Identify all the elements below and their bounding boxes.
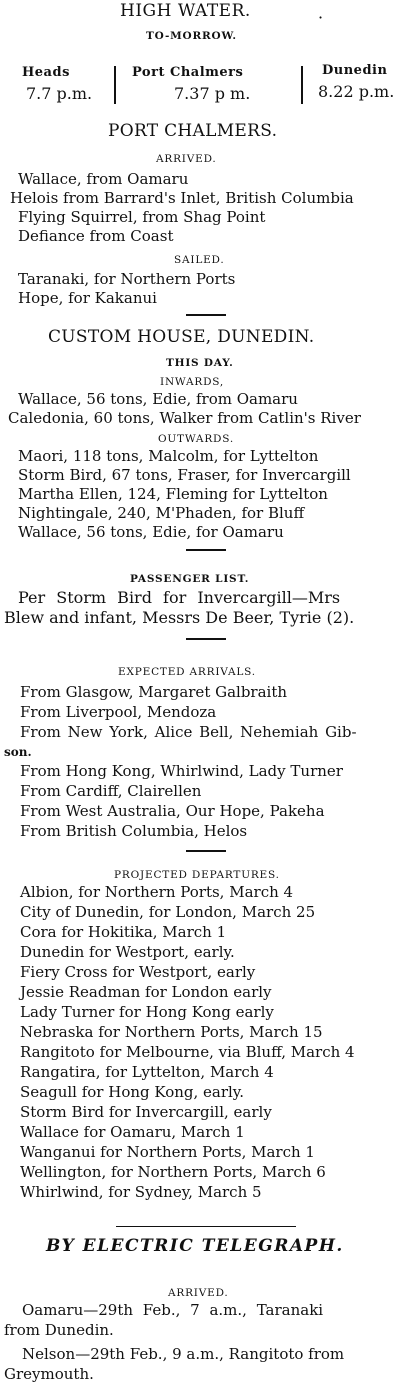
sailed-heading: SAILED. (174, 254, 225, 266)
section-rule (186, 850, 226, 852)
list-item: Dunedin for Westport, early. (20, 943, 235, 961)
list-item: From British Columbia, Helos (20, 822, 248, 840)
list-item: City of Dunedin, for London, March 25 (20, 903, 316, 921)
passenger-line: Per Storm Bird for Invercargill—Mrs (18, 588, 341, 607)
list-item: From Liverpool, Mendoza (20, 703, 217, 721)
outwards-heading: OUTWARDS. (158, 433, 234, 445)
list-item: From New York, Alice Bell, Nehemiah Gib- (20, 723, 357, 741)
list-item: Storm Bird for Invercargill, early (20, 1103, 272, 1121)
list-item: Wallace, 56 tons, Edie, for Oamaru (18, 523, 284, 541)
list-item: From Cardiff, Clairellen (20, 782, 202, 800)
tide-time-dunedin: 8.22 p.m. (318, 82, 395, 101)
custom-house-title: CUSTOM HOUSE, DUNEDIN. (48, 327, 315, 347)
tide-place-port-chalmers: Port Chalmers (132, 65, 244, 80)
tide-place-heads: Heads (22, 65, 70, 80)
tide-divider (114, 66, 116, 104)
section-rule (186, 314, 226, 316)
list-item: Jessie Readman for London early (20, 983, 272, 1001)
telegraph-arrived-heading: ARRIVED. (168, 1287, 229, 1299)
section-rule (186, 638, 226, 640)
section-rule (186, 549, 226, 551)
tide-time-port-chalmers: 7.37 p m. (174, 84, 251, 103)
list-item: Wallace, from Oamaru (18, 170, 189, 188)
list-item: Flying Squirrel, from Shag Point (18, 208, 266, 226)
list-item: Caledonia, 60 tons, Walker from Catlin's River (8, 409, 361, 427)
list-item: Nebraska for Northern Ports, March 15 (20, 1023, 323, 1041)
port-chalmers-title: PORT CHALMERS. (108, 121, 278, 141)
list-item: From West Australia, Our Hope, Pakeha (20, 802, 325, 820)
tomorrow-subtitle: TO-MORROW. (146, 30, 237, 42)
list-item: Wellington, for Northern Ports, March 6 (20, 1163, 326, 1181)
list-item: Lady Turner for Hong Kong early (20, 1003, 274, 1021)
list-item: Defiance from Coast (18, 227, 174, 245)
list-item: Storm Bird, 67 tons, Fraser, for Invercargill (18, 466, 351, 484)
telegraph-line: Greymouth. (4, 1365, 94, 1383)
inwards-heading: INWARDS, (160, 376, 225, 388)
projected-departures-heading: PROJECTED DEPARTURES. (114, 869, 280, 881)
list-item: Albion, for Northern Ports, March 4 (20, 883, 294, 901)
list-item: Maori, 118 tons, Malcolm, for Lyttelton (18, 447, 319, 465)
list-item: Taranaki, for Northern Ports (18, 270, 236, 288)
this-day-subtitle: THIS DAY. (166, 357, 234, 369)
high-water-title: HIGH WATER. (120, 1, 251, 21)
tide-divider (301, 66, 303, 104)
list-item: Whirlwind, for Sydney, March 5 (20, 1183, 262, 1201)
list-item: Seagull for Hong Kong, early. (20, 1083, 245, 1101)
list-item: Rangatira, for Lyttelton, March 4 (20, 1063, 274, 1081)
list-item: Cora for Hokitika, March 1 (20, 923, 227, 941)
section-rule-long (116, 1226, 296, 1227)
telegraph-line: Nelson—29th Feb., 9 a.m., Rangitoto from (22, 1345, 345, 1363)
list-item: From Hong Kong, Whirlwind, Lady Turner (20, 762, 343, 780)
ink-speck: · (318, 8, 324, 27)
list-item: son. (4, 745, 32, 759)
telegraph-line: Oamaru—29th Feb., 7 a.m., Taranaki (22, 1301, 324, 1319)
arrived-heading: ARRIVED. (156, 153, 217, 165)
list-item: Hope, for Kakanui (18, 289, 157, 307)
tide-place-dunedin: Dunedin (322, 63, 388, 78)
passenger-line: Blew and infant, Messrs De Beer, Tyrie (2). (4, 608, 355, 627)
list-item: Martha Ellen, 124, Fleming for Lyttelton (18, 485, 328, 503)
list-item: Wanganui for Northern Ports, March 1 (20, 1143, 315, 1161)
telegraph-line: from Dunedin. (4, 1321, 114, 1339)
list-item: Wallace, 56 tons, Edie, from Oamaru (18, 390, 298, 408)
list-item: Nightingale, 240, M'Phaden, for Bluff (18, 504, 305, 522)
list-item: Helois from Barrard's Inlet, British Columbia (10, 189, 354, 207)
list-item: Fiery Cross for Westport, early (20, 963, 256, 981)
list-item: From Glasgow, Margaret Galbraith (20, 683, 288, 701)
tide-time-heads: 7.7 p.m. (26, 84, 93, 103)
list-item: Rangitoto for Melbourne, via Bluff, March 4 (20, 1043, 355, 1061)
passenger-list-heading: PASSENGER LIST. (130, 573, 250, 585)
expected-arrivals-heading: EXPECTED ARRIVALS. (118, 666, 256, 678)
list-item: Wallace for Oamaru, March 1 (20, 1123, 245, 1141)
telegraph-title: BY ELECTRIC TELEGRAPH. (46, 1236, 344, 1256)
